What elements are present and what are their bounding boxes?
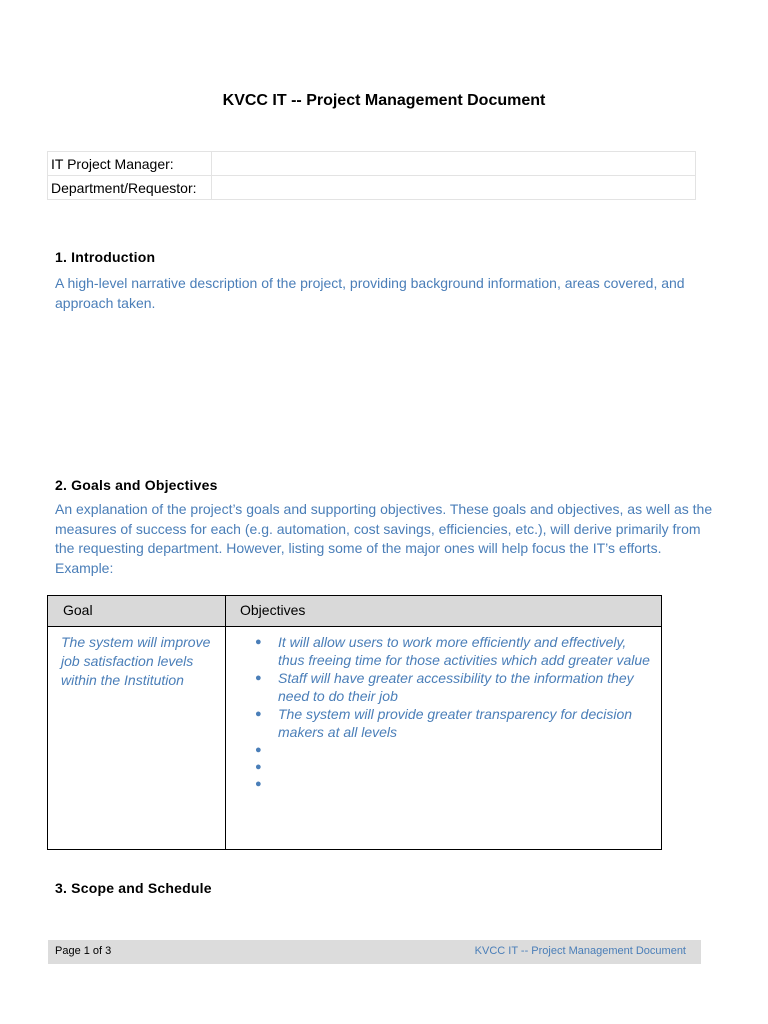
- table-row: [48, 176, 696, 200]
- objectives-list: [254, 633, 654, 792]
- objectives-column-header: Objectives: [240, 602, 306, 618]
- goals-heading: 2. Goals and Objectives: [55, 477, 218, 493]
- bullet-icon: ●: [255, 636, 262, 648]
- scope-heading: 3. Scope and Schedule: [55, 880, 212, 896]
- list-item: [254, 741, 654, 758]
- project-manager-label: IT Project Manager:: [48, 152, 212, 176]
- introduction-body: A high-level narrative description of the project, providing background information, areas covered, and approach taken.: [55, 275, 685, 311]
- bullet-icon: ●: [255, 778, 262, 790]
- list-item: [254, 775, 654, 792]
- table-row: [48, 152, 696, 176]
- goals-body: An explanation of the project’s goals and supporting objectives. These goals and objectives, as well as the measures of success for each (e.g. automation, cost savings, efficiencies, etc.), will derive primarily from the requesting department. However, listing some of the major ones will help focus the IT’s efforts. Example:: [55, 501, 713, 576]
- document-title: KVCC IT -- Project Management Document: [222, 92, 546, 109]
- project-info-table: [47, 151, 696, 200]
- objective-text: The system will provide greater transparency for decision makers at all levels: [278, 706, 633, 740]
- list-item: [254, 758, 654, 775]
- goal-cell: The system will improve job satisfaction levels within the Institution: [61, 634, 211, 688]
- list-item: [254, 633, 654, 669]
- objective-text: Staff will have greater accessibility to the information they need to do their job: [278, 670, 634, 704]
- page-number: Page 1 of 3: [55, 945, 112, 957]
- department-requestor-label: Department/Requestor:: [48, 176, 212, 200]
- column-divider: [225, 596, 226, 849]
- list-item: [254, 669, 654, 705]
- list-item: [254, 705, 654, 741]
- bullet-icon: ●: [255, 708, 262, 720]
- table-header: [48, 596, 661, 627]
- project-manager-value[interactable]: [212, 152, 696, 176]
- goals-objectives-table: [47, 595, 662, 850]
- introduction-heading: 1. Introduction: [55, 249, 156, 265]
- goal-column-header: Goal: [63, 602, 93, 618]
- footer-document-title: KVCC IT -- Project Management Document: [474, 945, 686, 957]
- objective-text: It will allow users to work more efficiently and effectively, thus freeing time for those activities which add greater value: [278, 634, 650, 668]
- bullet-icon: ●: [255, 672, 262, 684]
- page-footer: [48, 940, 701, 964]
- bullet-icon: ●: [255, 744, 262, 756]
- bullet-icon: ●: [255, 761, 262, 773]
- department-requestor-value[interactable]: [212, 176, 696, 200]
